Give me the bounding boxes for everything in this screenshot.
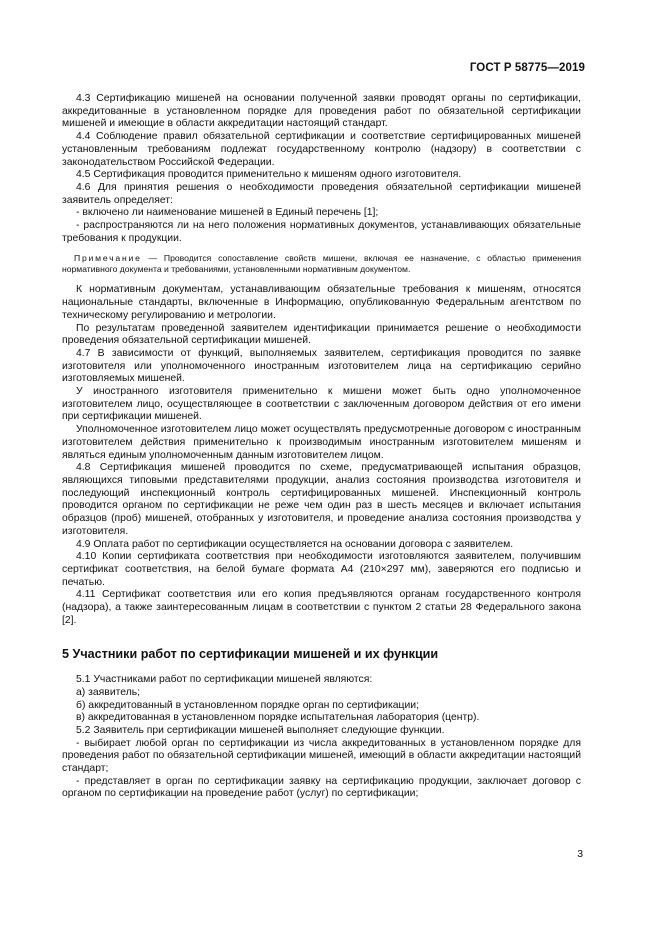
paragraph-4-10: 4.10 Копии сертификата соответствия при необходимости изготовляются заявителем, получившим сертификат соответствия, на белой бумаге формата А4 (210×297 мм), заверяются его подписью и печатью. [62, 551, 581, 588]
list-item-b: б) аккредитованный в установленном порядке орган по сертификации; [76, 699, 419, 711]
list-item-select-body: - выбирает любой орган по сертификации из числа аккредитованных в установленном порядке для проведения работ по обязательной сертификации мишеней, имеющий в области аккредитации настоящий стандарт; [62, 737, 581, 775]
list-item-normative-docs: - распространяются ли на него положения нормативных документов, устанавливающих обязательные требования к продукции. [62, 220, 581, 244]
list-item-a: а) заявитель; [76, 686, 141, 698]
page-number: 3 [577, 849, 583, 860]
document-body [62, 93, 581, 801]
paragraph-identification-result: По результатам проведенной заявителем идентификации принимается решение о необходимости проведения обязательной сертификации мишеней. [62, 322, 581, 347]
list-item-unified-list: - включено ли наименование мишеней в Единый перечень [1]; [76, 207, 379, 219]
paragraph-normative-documents: К нормативным документам, устанавливающим обязательные требования к мишеням, относятся национальные стандарты, включенные в Информацию, опубликованную Федеральным агентством по техническому регулированию и метрологии. [62, 284, 581, 321]
note-label: Примечание [74, 253, 142, 264]
list-item-v: в) аккредитованная в установленном порядке испытательная лаборатория (центр). [76, 712, 480, 724]
paragraph-foreign-manufacturer: У иностранного изготовителя применительно к мишени может быть одно уполномоченное изготовителем лицо, осуществляющее в соответствии с заключенным договором действия от его имени при сертификации мишеней. [62, 386, 581, 423]
paragraph-5-2: 5.2 Заявитель при сертификации мишеней выполняет следующие функции. [76, 724, 445, 736]
note-text: — Проводится сопоставление свойств мишени, включая ее назначение, с областью применения нормативного документа и требованиями, установленными нормативным документом. [62, 253, 581, 275]
paragraph-4-11: 4.11 Сертификат соответствия или его копия предъявляются органам государственного контроля (надзора), а также заинтересованным лицам в соответствии с пунктом 2 статьи 28 Федерального закона [2]. [62, 589, 581, 626]
paragraph-4-3: 4.3 Сертификацию мишеней на основании полученной заявки проводят органы по сертификации, аккредитованные в установленном порядке для проведения работ по обязательной сертификации мишеней и имеющие в области аккредитации настоящий стандарт. [62, 93, 581, 130]
paragraph-4-4: 4.4 Соблюдение правил обязательной сертификации и соответствие сертифицированных мишеней установленным требованиям подлежат государственному контролю (надзору) в соответствии с законодательством Российской Федерации. [62, 131, 581, 168]
document-id-header: ГОСТ Р 58775—2019 [469, 62, 585, 74]
paragraph-5-1: 5.1 Участниками работ по сертификации мишеней являются: [76, 674, 373, 686]
paragraph-4-9: 4.9 Оплата работ по сертификации осуществляется на основании договора с заявителем. [76, 538, 514, 550]
section-5-heading: 5 Участники работ по сертификации мишеней и их функции [62, 647, 439, 662]
paragraph-4-5: 4.5 Сертификация проводится применительно к мишеням одного изготовителя. [76, 169, 462, 181]
paragraph-4-6: 4.6 Для принятия решения о необходимости проведения обязательной сертификации мишеней заявитель определяет: [62, 181, 581, 206]
note [62, 253, 581, 275]
paragraph-authorized-person: Уполномоченное изготовителем лицо может осуществлять предусмотренные договором с иностранным изготовителем действия применительно к производимым иностранным изготовителем мишеням и являться единым уполномоченным данным изготовителем лицом. [62, 424, 581, 461]
paragraph-4-8: 4.8 Сертификация мишеней проводится по схеме, предусматривающей испытания образцов, являющихся типовыми представителями продукции, анализ состояния производства изготовителя и последующий инспекционный контроль сертифицированных мишеней. Инспекционный контроль проводится органом по сертификации не реже чем один раз в шесть месяцев и включает испытания образцов (проб) мишеней, отобранных у изготовителя, и проведение анализа состояния производства у изготовителя. [62, 462, 581, 537]
list-item-submit-application: - представляет в орган по сертификации заявку на сертификацию продукции, заключает договор с органом по сертификации на проведение работ (услуг) по сертификации; [62, 775, 581, 800]
paragraph-4-7: 4.7 В зависимости от функций, выполняемых заявителем, сертификация проводится по заявке изготовителя или уполномоченного иностранным изготовителем лица на сертификацию серийно изготовляемых мишеней. [62, 347, 581, 385]
